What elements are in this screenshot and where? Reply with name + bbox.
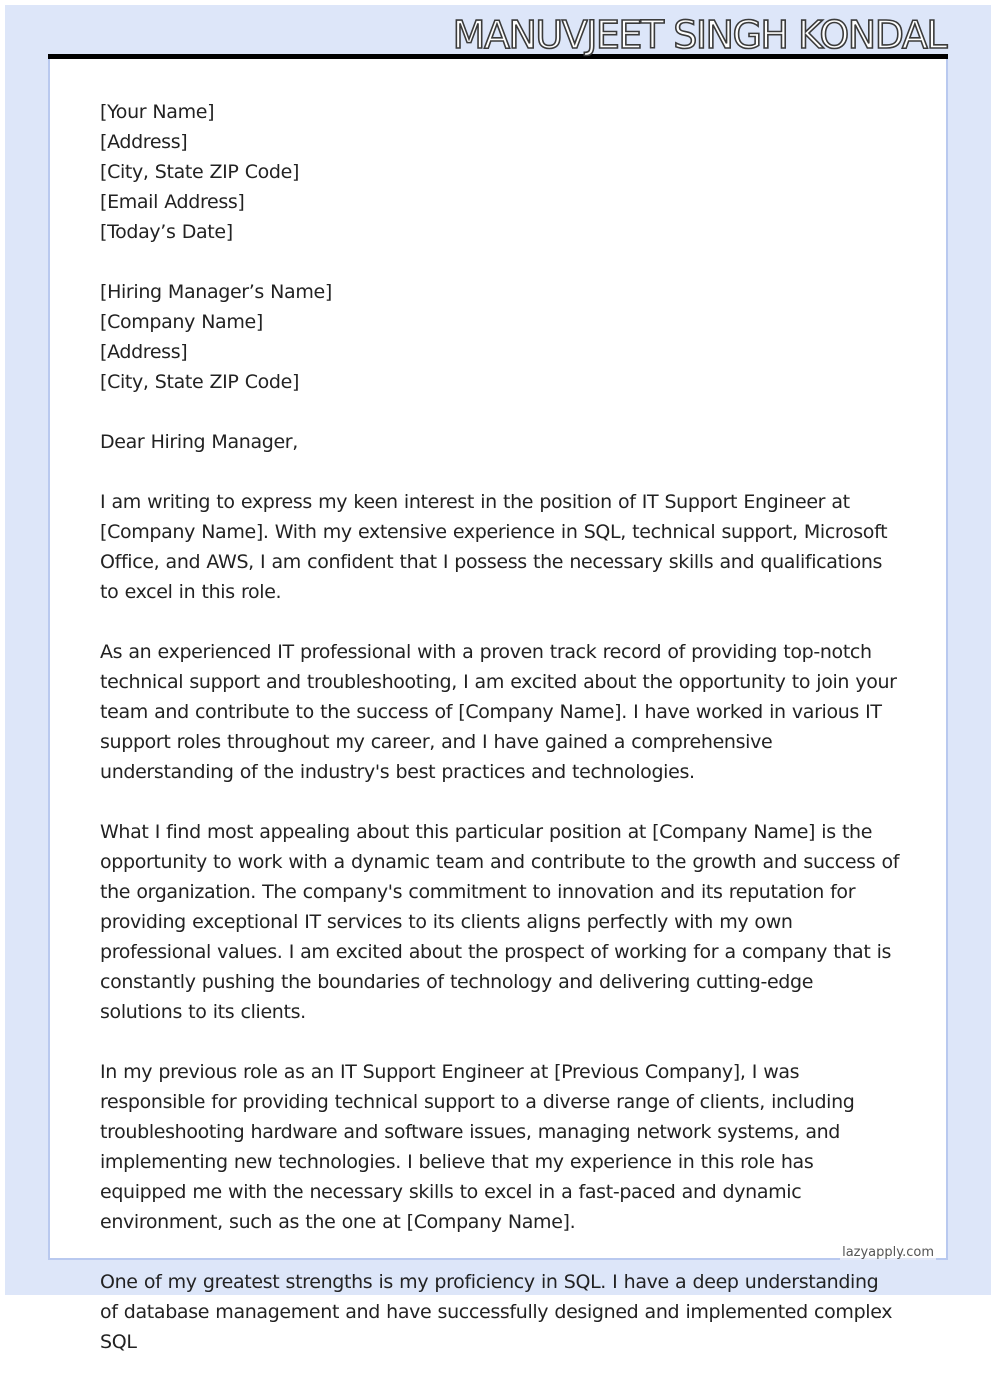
paragraph-experience: As an experienced IT professional with a proven track record of providing top-notch technical support and troubleshooting, I am excited about the opportunity to join your team and contribute to the success of [Company Name]. I have worked in various IT support roles throughout my career, and I have gained a comprehensive understanding of the industry's best practices and technologies. bbox=[100, 641, 897, 783]
sender-date: [Today’s Date] bbox=[100, 221, 233, 243]
recipient-name: [Hiring Manager’s Name] bbox=[100, 281, 332, 303]
recipient-block bbox=[100, 277, 900, 397]
recipient-company: [Company Name] bbox=[100, 311, 263, 333]
paragraph-appeal: What I find most appealing about this particular position at [Company Name] is the opportunity to work with a dynamic team and contribute to the growth and success of the organization. The company's commitment to innovation and its reputation for providing exceptional IT services to its clients aligns perfectly with my own professional values. I am excited about the prospect of working for a company that is constantly pushing the boundaries of technology and delivering cutting-edge solutions to its clients. bbox=[100, 821, 900, 1023]
salutation: Dear Hiring Manager, bbox=[100, 431, 298, 453]
sender-name: [Your Name] bbox=[100, 101, 215, 123]
sender-email: [Email Address] bbox=[100, 191, 245, 213]
recipient-address: [Address] bbox=[100, 341, 188, 363]
sender-address: [Address] bbox=[100, 131, 188, 153]
watermark: lazyapply.com bbox=[842, 1245, 934, 1260]
header-name: MANUVJEET SINGH KONDAL bbox=[452, 13, 946, 57]
paragraph-strengths: One of my greatest strengths is my proficiency in SQL. I have a deep understanding of database management and have successfully designed and implemented complex SQL bbox=[100, 1271, 893, 1353]
recipient-city: [City, State ZIP Code] bbox=[100, 371, 300, 393]
paragraph-intro: I am writing to express my keen interest in the position of IT Support Engineer at [Company Name]. With my extensive experience in SQL, technical support, Microsoft Office, and AWS, I am confident that I possess the necessary skills and qualifications to excel in this role. bbox=[100, 491, 888, 603]
sender-city: [City, State ZIP Code] bbox=[100, 161, 300, 183]
letter-body bbox=[100, 97, 900, 1387]
sender-block bbox=[100, 97, 900, 247]
paragraph-previous-role: In my previous role as an IT Support Engineer at [Previous Company], I was responsible for providing technical support to a diverse range of clients, including troubleshooting hardware and software issues, managing network systems, and implementing new technologies. I believe that my experience in this role has equipped me with the necessary skills to excel in a fast-paced and dynamic environment, such as the one at [Company Name]. bbox=[100, 1061, 855, 1233]
